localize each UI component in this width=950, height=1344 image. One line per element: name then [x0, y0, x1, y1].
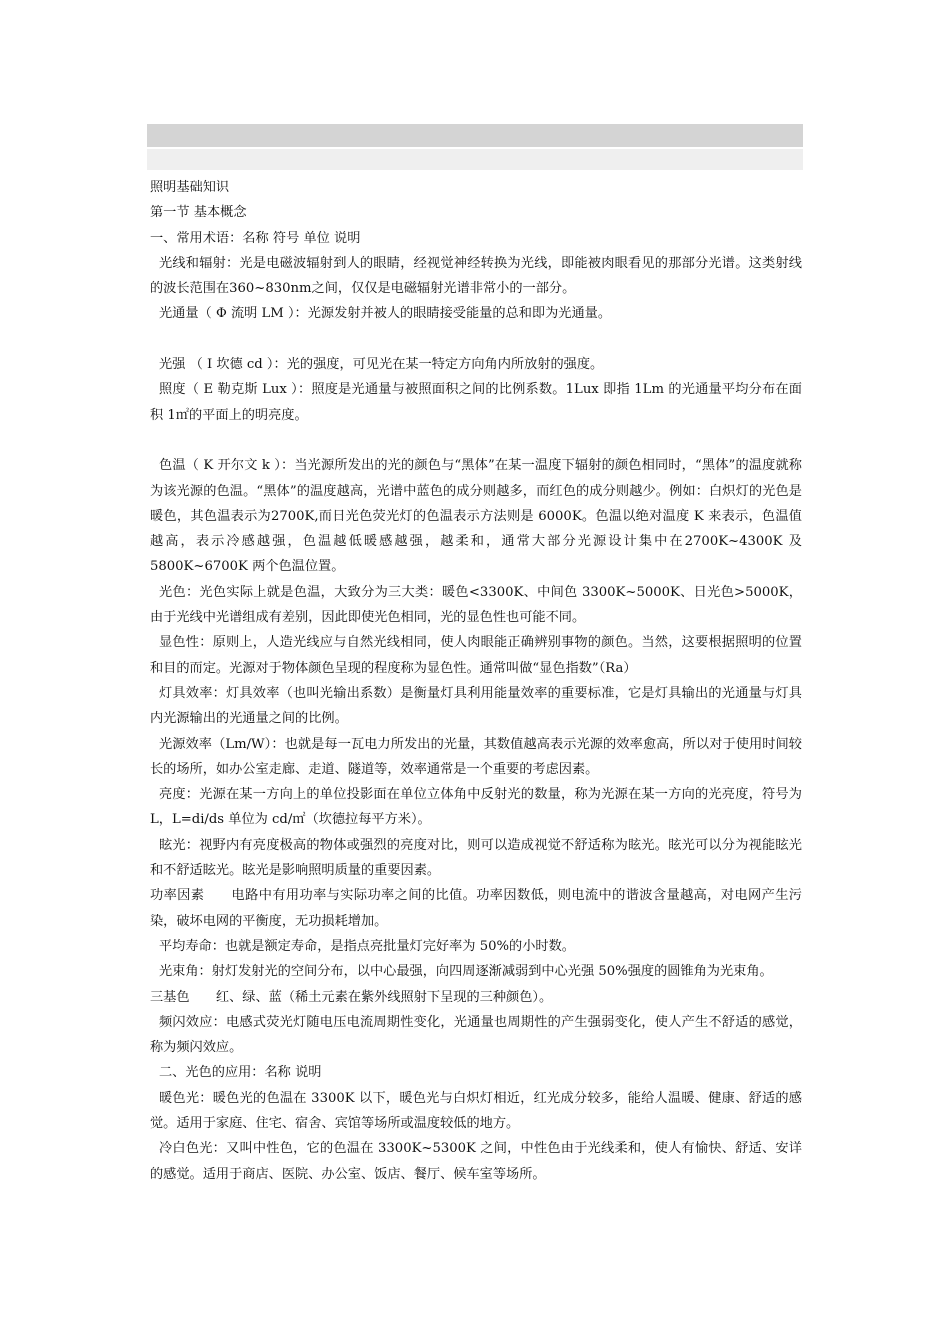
- blank-line: [150, 327, 802, 352]
- paragraph-luminous-flux: 光通量（ Φ 流明 LM ）：光源发射并被人的眼睛接受能量的总和即为光通量。: [159, 306, 612, 322]
- section-heading: 第一节 基本概念: [150, 205, 247, 221]
- paragraph-luminance: 亮度：光源在某一方向上的单位投影面在单位立体角中反射光的数量，称为光源在某一方向的光亮度，符号为 L，L=di/ds 单位为 cd/㎡（坎德拉每平方米）。: [150, 787, 802, 828]
- paragraph-glare: 眩光：视野内有亮度极高的物体或强烈的亮度对比，则可以造成视觉不舒适称为眩光。眩光可以分为视能眩光和不舒适眩光。眩光是影响照明质量的重要因素。: [150, 837, 802, 879]
- paragraph-luminous-intensity: 光强 （ I 坎德 cd ）：光的强度，可见光在某一特定方向角内所放射的强度。: [159, 357, 604, 373]
- header-band-dark: [147, 124, 803, 147]
- paragraph-power-factor: 功率因素 电路中有用功率与实际功率之间的比值。功率因数低，则电流中的谐波含量越高，对电网产生污染，破坏电网的平衡度，无功损耗增加。: [150, 888, 802, 929]
- header-band-light: [147, 149, 803, 170]
- subheading-color-application: 二、光色的应用：名称 说明: [159, 1065, 322, 1081]
- paragraph-average-life: 平均寿命：也就是额定寿命，是指点亮批量灯完好率为 50%的小时数。: [159, 938, 575, 954]
- doc-title: 照明基础知识: [150, 180, 230, 195]
- paragraph-stroboscopic: 频闪效应：电感式荧光灯随电压电流周期性变化，光通量也周期性的产生强弱变化，使人产生不舒适的感觉，称为频闪效应。: [150, 1014, 802, 1056]
- paragraph-light-radiation: 光线和辐射：光是电磁波辐射到人的眼睛，经视觉神经转换为光线，即能被肉眼看见的那部分光谱。这类射线的波长范围在360~830nm之间，仅仅是电磁辐射光谱非常小的一部分。: [150, 255, 802, 297]
- document-body: [150, 175, 802, 1187]
- subheading-terms: 一、常用术语：名称 符号 单位 说明: [150, 230, 361, 246]
- paragraph-three-primary: 三基色 红、绿、蓝（稀土元素在紫外线照射下呈现的三种颜色）。: [150, 989, 553, 1005]
- paragraph-source-efficacy: 光源效率（Lm/W）：也就是每一瓦电力所发出的光量，其数值越高表示光源的效率愈高，所以对于使用时间较长的场所，如办公室走廊、走道、隧道等，效率通常是一个重要的考虑因素。: [150, 736, 802, 777]
- paragraph-color-temperature: 色温（ K 开尔文 k ）：当光源所发出的光的颜色与“黑体”在某一温度下辐射的颜色相同时，“黑体”的温度就称为该光源的色温。“黑体”的温度越高，光谱中蓝色的成分则越多，而红色的成分则越少。例如：白炽灯的光色是暖色，其色温表示为2700K,而日光色荧光灯的色温表示方法则是 6000K。色温以绝对温度 K 来表示，色温值越高，表示冷感越强，色温越低暖感越强，越柔和，通常大部分光源设计集中在2700K~4300K 及 5800K~6700K 两个色温位置。: [150, 458, 802, 575]
- blank-line: [150, 428, 802, 453]
- paragraph-illuminance: 照度（ E 勒克斯 Lux ）：照度是光通量与被照面积之间的比例系数。1Lux 即指 1Lm 的光通量平均分布在面积 1㎡的平面上的明亮度。: [150, 382, 802, 423]
- paragraph-light-color: 光色：光色实际上就是色温，大致分为三大类：暖色<3300K、中间色 3300K~5000K、日光色>5000K，由于光线中光谱组成有差别，因此即使光色相同，光的显色性也可能不同。: [150, 584, 802, 626]
- paragraph-beam-angle: 光束角：射灯发射光的空间分布，以中心最强，向四周逐渐减弱到中心光强 50%强度的圆锥角为光束角。: [159, 964, 773, 980]
- paragraph-color-rendering: 显色性：原则上，人造光线应与自然光线相同，使人肉眼能正确辨别事物的颜色。当然，这要根据照明的位置和目的而定。光源对于物体颜色呈现的程度称为显色性。通常叫做“显色指数”（Ra）: [150, 635, 802, 676]
- paragraph-luminaire-efficiency: 灯具效率：灯具效率（也叫光输出系数）是衡量灯具利用能量效率的重要标准，它是灯具输出的光通量与灯具内光源输出的光通量之间的比例。: [150, 685, 802, 727]
- paragraph-cool-white-light: 冷白色光：又叫中性色，它的色温在 3300K~5300K 之间，中性色由于光线柔和，使人有愉快、舒适、安详的感觉。适用于商店、医院、办公室、饭店、餐厅、候车室等场所。: [150, 1141, 802, 1182]
- paragraph-warm-light: 暖色光：暖色光的色温在 3300K 以下，暖色光与白炽灯相近，红光成分较多，能给人温暖、健康、舒适的感觉。适用于家庭、住宅、宿舍、宾馆等场所或温度较低的地方。: [150, 1090, 802, 1131]
